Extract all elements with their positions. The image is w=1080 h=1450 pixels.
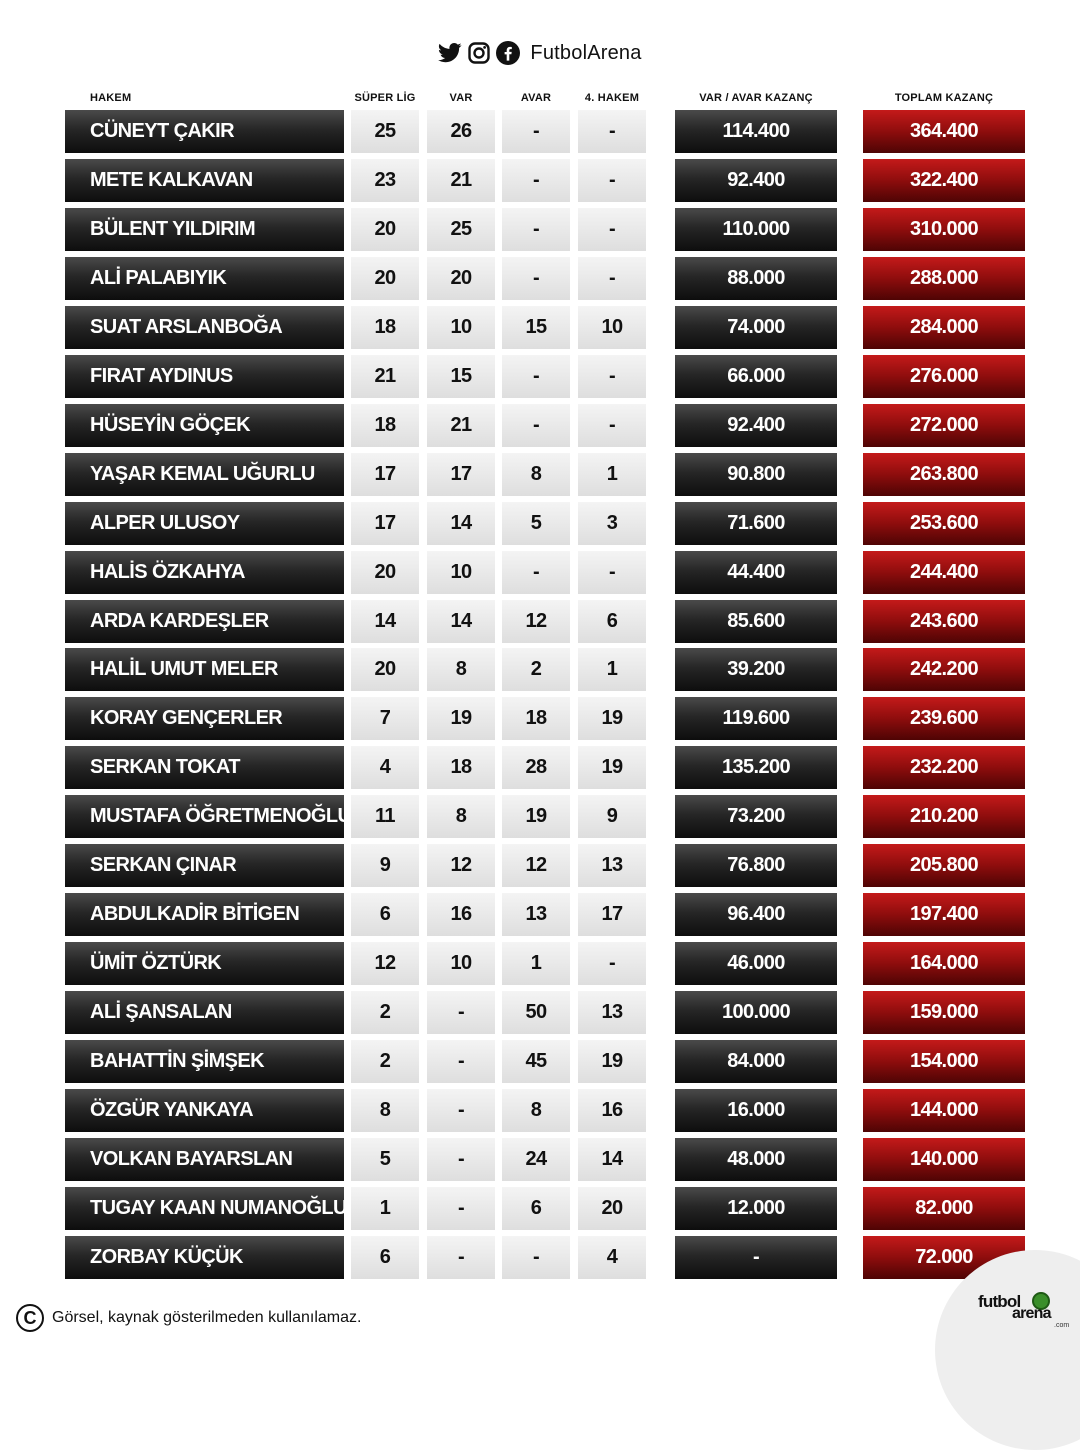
table-row xyxy=(0,453,1080,496)
copyright-icon: C xyxy=(16,1304,44,1332)
header-avar: AVAR xyxy=(520,92,552,104)
super-lig-count: 20 xyxy=(351,208,419,251)
total-earning: 197.400 xyxy=(863,893,1025,936)
var-avar-earning: 74.000 xyxy=(675,306,837,349)
var-avar-earning: 92.400 xyxy=(675,159,837,202)
avar-count: 15 xyxy=(502,306,570,349)
super-lig-count: 2 xyxy=(351,991,419,1034)
referee-name: ÜMİT ÖZTÜRK xyxy=(65,942,344,985)
referee-name: HALİS ÖZKAHYA xyxy=(65,551,344,594)
table-row xyxy=(0,795,1080,838)
var-avar-earning: 110.000 xyxy=(675,208,837,251)
table-row xyxy=(0,991,1080,1034)
referee-name: METE KALKAVAN xyxy=(65,159,344,202)
var-avar-earning: 85.600 xyxy=(675,600,837,643)
fourth-official-count: 13 xyxy=(578,991,646,1034)
total-earning: 284.000 xyxy=(863,306,1025,349)
fourth-official-count: 13 xyxy=(578,844,646,887)
var-avar-earning: - xyxy=(675,1236,837,1279)
fourth-official-count: 16 xyxy=(578,1089,646,1132)
total-earning: 140.000 xyxy=(863,1138,1025,1181)
avar-count: - xyxy=(502,110,570,153)
referee-name: VOLKAN BAYARSLAN xyxy=(65,1138,344,1181)
var-count: - xyxy=(427,1040,495,1083)
var-count: - xyxy=(427,1089,495,1132)
fourth-official-count: 20 xyxy=(578,1187,646,1230)
fourth-official-count: - xyxy=(578,208,646,251)
total-earning: 82.000 xyxy=(863,1187,1025,1230)
instagram-icon[interactable] xyxy=(468,42,490,64)
total-earning: 244.400 xyxy=(863,551,1025,594)
header-var-avar-kazanc: VAR / AVAR KAZANÇ xyxy=(699,92,813,104)
super-lig-count: 20 xyxy=(351,551,419,594)
super-lig-count: 12 xyxy=(351,942,419,985)
var-avar-earning: 48.000 xyxy=(675,1138,837,1181)
referee-name: CÜNEYT ÇAKIR xyxy=(65,110,344,153)
super-lig-count: 9 xyxy=(351,844,419,887)
total-earning: 242.200 xyxy=(863,648,1025,691)
total-earning: 310.000 xyxy=(863,208,1025,251)
referee-name: ALİ PALABIYIK xyxy=(65,257,344,300)
avar-count: - xyxy=(502,355,570,398)
brand-name: FutbolArena xyxy=(530,41,642,64)
referee-name: HALİL UMUT MELER xyxy=(65,648,344,691)
header-4-hakem: 4. HAKEM xyxy=(584,92,640,104)
var-avar-earning: 71.600 xyxy=(675,502,837,545)
referee-name: ARDA KARDEŞLER xyxy=(65,600,344,643)
super-lig-count: 6 xyxy=(351,893,419,936)
total-earning: 263.800 xyxy=(863,453,1025,496)
var-avar-earning: 84.000 xyxy=(675,1040,837,1083)
referee-name: MUSTAFA ÖĞRETMENOĞLU xyxy=(65,795,344,838)
footer xyxy=(16,1304,361,1332)
table-row xyxy=(0,110,1080,153)
avar-count: 13 xyxy=(502,893,570,936)
avar-count: - xyxy=(502,1236,570,1279)
var-avar-earning: 88.000 xyxy=(675,257,837,300)
super-lig-count: 18 xyxy=(351,404,419,447)
avar-count: 8 xyxy=(502,1089,570,1132)
fourth-official-count: 1 xyxy=(578,453,646,496)
avar-count: - xyxy=(502,257,570,300)
fourth-official-count: 4 xyxy=(578,1236,646,1279)
super-lig-count: 21 xyxy=(351,355,419,398)
referee-name: KORAY GENÇERLER xyxy=(65,697,344,740)
var-count: 15 xyxy=(427,355,495,398)
var-count: 18 xyxy=(427,746,495,789)
avar-count: 2 xyxy=(502,648,570,691)
futbolarena-logo xyxy=(978,1292,1073,1332)
avar-count: 5 xyxy=(502,502,570,545)
fourth-official-count: - xyxy=(578,404,646,447)
table-row xyxy=(0,697,1080,740)
var-avar-earning: 66.000 xyxy=(675,355,837,398)
table-row xyxy=(0,893,1080,936)
logo-suffix: .com xyxy=(1054,1322,1070,1329)
var-avar-earning: 90.800 xyxy=(675,453,837,496)
var-count: 21 xyxy=(427,404,495,447)
total-earning: 272.000 xyxy=(863,404,1025,447)
avar-count: - xyxy=(502,404,570,447)
var-count: - xyxy=(427,1187,495,1230)
avar-count: 6 xyxy=(502,1187,570,1230)
super-lig-count: 23 xyxy=(351,159,419,202)
total-earning: 154.000 xyxy=(863,1040,1025,1083)
facebook-icon[interactable] xyxy=(496,41,520,65)
brand-header xyxy=(0,38,1080,68)
table-row xyxy=(0,159,1080,202)
referee-name: HÜSEYİN GÖÇEK xyxy=(65,404,344,447)
table-row xyxy=(0,844,1080,887)
var-avar-earning: 16.000 xyxy=(675,1089,837,1132)
referee-name: SUAT ARSLANBOĞA xyxy=(65,306,344,349)
fourth-official-count: 3 xyxy=(578,502,646,545)
super-lig-count: 14 xyxy=(351,600,419,643)
var-avar-earning: 119.600 xyxy=(675,697,837,740)
total-earning: 232.200 xyxy=(863,746,1025,789)
fourth-official-count: 6 xyxy=(578,600,646,643)
referee-name: SERKAN TOKAT xyxy=(65,746,344,789)
fourth-official-count: 10 xyxy=(578,306,646,349)
var-avar-earning: 100.000 xyxy=(675,991,837,1034)
table-row xyxy=(0,257,1080,300)
header-var: VAR xyxy=(449,92,473,104)
total-earning: 288.000 xyxy=(863,257,1025,300)
table-row xyxy=(0,746,1080,789)
avar-count: 1 xyxy=(502,942,570,985)
fourth-official-count: 14 xyxy=(578,1138,646,1181)
fourth-official-count: 19 xyxy=(578,697,646,740)
super-lig-count: 11 xyxy=(351,795,419,838)
header-toplam-kazanc: TOPLAM KAZANÇ xyxy=(894,92,994,104)
total-earning: 72.000 xyxy=(863,1236,1025,1279)
referee-name: TUGAY KAAN NUMANOĞLU xyxy=(65,1187,344,1230)
super-lig-count: 1 xyxy=(351,1187,419,1230)
table-row xyxy=(0,404,1080,447)
header-super-lig: SÜPER LİG xyxy=(354,92,416,104)
table-row xyxy=(0,502,1080,545)
referee-name: ALPER ULUSOY xyxy=(65,502,344,545)
avar-count: - xyxy=(502,551,570,594)
table-row xyxy=(0,600,1080,643)
avar-count: 45 xyxy=(502,1040,570,1083)
twitter-icon[interactable] xyxy=(438,43,462,63)
super-lig-count: 17 xyxy=(351,502,419,545)
table-row xyxy=(0,355,1080,398)
referee-name: FIRAT AYDINUS xyxy=(65,355,344,398)
referee-name: ZORBAY KÜÇÜK xyxy=(65,1236,344,1279)
fourth-official-count: 9 xyxy=(578,795,646,838)
var-count: 14 xyxy=(427,600,495,643)
avar-count: 12 xyxy=(502,600,570,643)
referee-name: BAHATTİN ŞİMŞEK xyxy=(65,1040,344,1083)
fourth-official-count: - xyxy=(578,551,646,594)
fourth-official-count: 19 xyxy=(578,746,646,789)
super-lig-count: 5 xyxy=(351,1138,419,1181)
table-row xyxy=(0,1187,1080,1230)
avar-count: 18 xyxy=(502,697,570,740)
var-count: 16 xyxy=(427,893,495,936)
var-count: 14 xyxy=(427,502,495,545)
total-earning: 253.600 xyxy=(863,502,1025,545)
referee-name: ABDULKADİR BİTİGEN xyxy=(65,893,344,936)
referee-name: ÖZGÜR YANKAYA xyxy=(65,1089,344,1132)
var-count: 12 xyxy=(427,844,495,887)
avar-count: 28 xyxy=(502,746,570,789)
avar-count: - xyxy=(502,208,570,251)
total-earning: 144.000 xyxy=(863,1089,1025,1132)
super-lig-count: 6 xyxy=(351,1236,419,1279)
total-earning: 159.000 xyxy=(863,991,1025,1034)
total-earning: 205.800 xyxy=(863,844,1025,887)
corner-badge xyxy=(935,1250,1080,1450)
table-row xyxy=(0,1138,1080,1181)
var-count: - xyxy=(427,1138,495,1181)
super-lig-count: 7 xyxy=(351,697,419,740)
table-row xyxy=(0,648,1080,691)
var-count: - xyxy=(427,991,495,1034)
referee-name: YAŞAR KEMAL UĞURLU xyxy=(65,453,344,496)
table-row xyxy=(0,1089,1080,1132)
var-count: 20 xyxy=(427,257,495,300)
var-avar-earning: 12.000 xyxy=(675,1187,837,1230)
total-earning: 210.200 xyxy=(863,795,1025,838)
avar-count: 12 xyxy=(502,844,570,887)
table-row xyxy=(0,1040,1080,1083)
avar-count: 19 xyxy=(502,795,570,838)
table-row xyxy=(0,1236,1080,1279)
table-row xyxy=(0,942,1080,985)
var-count: - xyxy=(427,1236,495,1279)
fourth-official-count: 19 xyxy=(578,1040,646,1083)
referee-name: BÜLENT YILDIRIM xyxy=(65,208,344,251)
var-avar-earning: 46.000 xyxy=(675,942,837,985)
super-lig-count: 2 xyxy=(351,1040,419,1083)
var-count: 8 xyxy=(427,795,495,838)
avar-count: 24 xyxy=(502,1138,570,1181)
fourth-official-count: - xyxy=(578,355,646,398)
total-earning: 276.000 xyxy=(863,355,1025,398)
total-earning: 322.400 xyxy=(863,159,1025,202)
table-row xyxy=(0,306,1080,349)
super-lig-count: 4 xyxy=(351,746,419,789)
var-avar-earning: 73.200 xyxy=(675,795,837,838)
avar-count: 8 xyxy=(502,453,570,496)
logo-line2: arena xyxy=(1012,1305,1051,1322)
footer-text: Görsel, kaynak gösterilmeden kullanılamaz. xyxy=(52,1309,362,1326)
var-count: 10 xyxy=(427,942,495,985)
var-count: 10 xyxy=(427,551,495,594)
var-count: 10 xyxy=(427,306,495,349)
var-avar-earning: 114.400 xyxy=(675,110,837,153)
avar-count: - xyxy=(502,159,570,202)
super-lig-count: 18 xyxy=(351,306,419,349)
header-hakem: HAKEM xyxy=(90,92,132,104)
super-lig-count: 8 xyxy=(351,1089,419,1132)
table-row xyxy=(0,208,1080,251)
super-lig-count: 20 xyxy=(351,648,419,691)
var-count: 8 xyxy=(427,648,495,691)
total-earning: 164.000 xyxy=(863,942,1025,985)
var-count: 17 xyxy=(427,453,495,496)
var-avar-earning: 44.400 xyxy=(675,551,837,594)
fourth-official-count: - xyxy=(578,110,646,153)
var-avar-earning: 92.400 xyxy=(675,404,837,447)
var-count: 26 xyxy=(427,110,495,153)
total-earning: 364.400 xyxy=(863,110,1025,153)
var-avar-earning: 135.200 xyxy=(675,746,837,789)
super-lig-count: 17 xyxy=(351,453,419,496)
fourth-official-count: 17 xyxy=(578,893,646,936)
var-count: 21 xyxy=(427,159,495,202)
fourth-official-count: 1 xyxy=(578,648,646,691)
fourth-official-count: - xyxy=(578,942,646,985)
total-earning: 239.600 xyxy=(863,697,1025,740)
var-avar-earning: 76.800 xyxy=(675,844,837,887)
var-count: 25 xyxy=(427,208,495,251)
table-row xyxy=(0,551,1080,594)
var-count: 19 xyxy=(427,697,495,740)
logo-line1: futbol xyxy=(978,1292,1021,1311)
super-lig-count: 25 xyxy=(351,110,419,153)
avar-count: 50 xyxy=(502,991,570,1034)
referee-name: ALİ ŞANSALAN xyxy=(65,991,344,1034)
total-earning: 243.600 xyxy=(863,600,1025,643)
var-avar-earning: 39.200 xyxy=(675,648,837,691)
fourth-official-count: - xyxy=(578,159,646,202)
fourth-official-count: - xyxy=(578,257,646,300)
referee-name: SERKAN ÇINAR xyxy=(65,844,344,887)
super-lig-count: 20 xyxy=(351,257,419,300)
var-avar-earning: 96.400 xyxy=(675,893,837,936)
